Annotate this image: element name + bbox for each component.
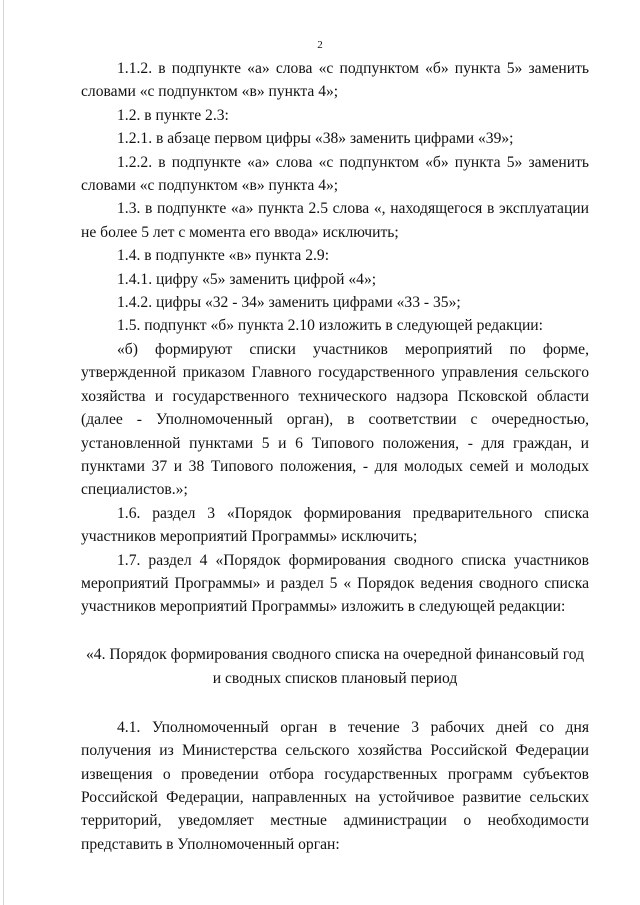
paragraph-1-2-1: 1.2.1. в абзаце первом цифры «38» заменить цифрами «39»; <box>117 130 514 148</box>
paragraph-1-2-2: 1.2.2. в подпункте «а» слова «с подпунктом «б» пункта 5» заменить словами «с подпунктом «в» пункта 4»; <box>81 153 589 195</box>
paragraph-1-4: 1.4. в подпункте «в» пункта 2.9: <box>117 247 330 265</box>
paragraph-1-2: 1.2. в пункте 2.3: <box>117 106 229 124</box>
paragraph-1-1-2: 1.1.2. в подпункте «а» слова «с подпунктом «б» пункта 5» заменить словами «с подпунктом «в» пункта 4»; <box>81 60 589 101</box>
paragraph-1-5: 1.5. подпункт «б» пункта 2.10 изложить в следующей редакции: <box>117 317 543 335</box>
paragraph-1-6: 1.6. раздел 3 «Порядок формирования предварительного списка участников мероприятий Программы» исключить; <box>81 504 589 546</box>
page-edge-line <box>3 0 4 905</box>
document-body <box>81 57 589 856</box>
section-heading: «4. Порядок формирования сводного списка на очередной финансовый год и сводных списков плановый период <box>85 645 585 688</box>
paragraph-4-1: 4.1. Уполномоченный орган в течение 3 рабочих дней со дня получения из Министерства сельского хозяйства Российской Федерации извещения о проведении отбора государственных программ субъектов Российской Федерации, направленных на устойчивое развитие сельских территорий, уведомляет местные администрации о необходимости представить в Уполномоченный орган: <box>81 718 589 853</box>
paragraph-1-7: 1.7. раздел 4 «Порядок формирования сводного списка участников мероприятий Программы» и раздел 5 « Порядок ведения сводного списка участников мероприятий Программы» изложить в следующей редакции: <box>81 551 589 616</box>
paragraph-quoted-b: «б) формируют списки участников мероприятий по форме, утвержденной приказом Главного государственного управления сельского хозяйства и государственного технического надзора Псковской области (далее - Уполномоченный орган), в соответствии с очередностью, установленной пунктами 5 и 6 Типового положения, - для граждан, и пунктами 37 и 38 Типового положения, - для молодых семей и молодых специалистов.»; <box>81 340 589 499</box>
paragraph-1-4-1: 1.4.1. цифру «5» заменить цифрой «4»; <box>117 270 377 288</box>
paragraph-1-3: 1.3. в подпункте «а» пункта 2.5 слова «, находящегося в эксплуатации не более 5 лет с момента его ввода» исключить; <box>81 200 589 241</box>
page-number: 2 <box>317 39 323 51</box>
paragraph-1-4-2: 1.4.2. цифры «32 - 34» заменить цифрами «33 - 35»; <box>117 294 461 312</box>
